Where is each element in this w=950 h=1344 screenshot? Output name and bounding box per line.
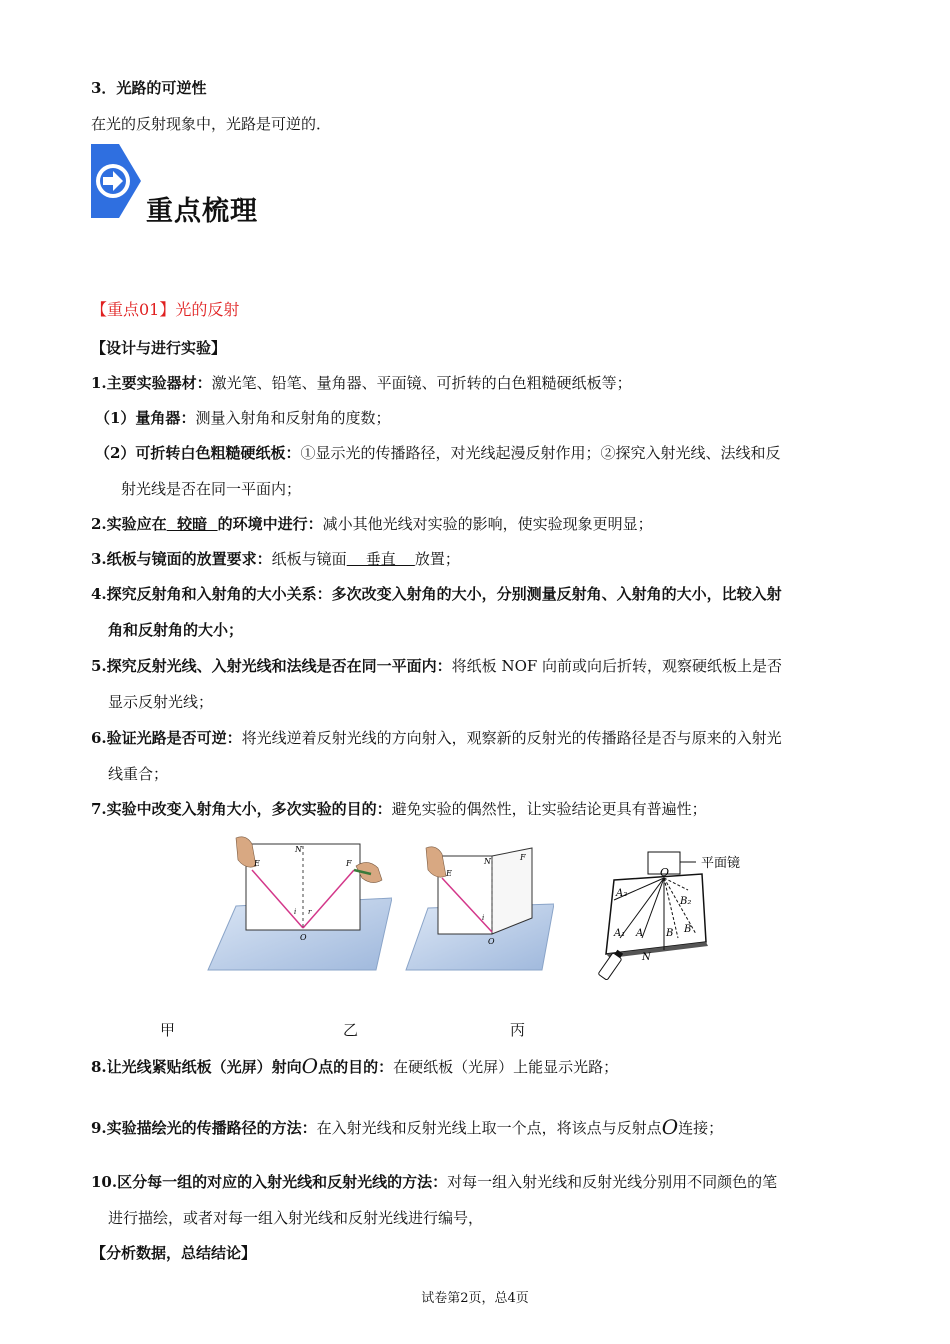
sub-1 xyxy=(95,408,390,428)
sub-2-label: （2）可折转白色粗糙硬纸板： xyxy=(95,444,301,462)
item-3-text-a: 纸板与镜面 xyxy=(271,550,347,568)
section-text: 在光的反射现象中，光路是可逆的． xyxy=(91,115,332,133)
item-1-label: 1.主要实验器材： xyxy=(91,374,212,392)
item-8 xyxy=(91,1056,618,1077)
item-9 xyxy=(91,1117,723,1138)
item-3 xyxy=(91,549,460,569)
caption-yi: 乙 xyxy=(343,1021,359,1039)
item-1-text: 激光笔、铅笔、量角器、平面镜、可折转的白色粗糙硬纸板等； xyxy=(211,374,632,392)
item-7 xyxy=(91,799,707,819)
item-2-text: 减小其他光线对实验的影响，使实验现象更明显； xyxy=(322,515,653,533)
fig2-label-i: i xyxy=(482,914,485,922)
item-9-label: 9.实验描绘光的传播路径的方法： xyxy=(91,1119,317,1137)
fig3-label-a1: A₁ xyxy=(614,928,626,939)
item-9-tail: 连接； xyxy=(678,1119,724,1137)
fig2-label-f: F xyxy=(520,853,526,862)
figure-jia xyxy=(206,836,392,976)
item-4-line-2: 角和反射角的大小； xyxy=(108,621,244,639)
sub-1-label: （1）量角器： xyxy=(95,409,196,427)
item-3-blank: 垂直 xyxy=(346,550,415,568)
item-10-cont: 进行描绘，或者对每一组入射光线和反射光线进行编号， xyxy=(108,1209,484,1227)
banner-title: 重点梳理 xyxy=(146,196,258,227)
item-9-o: O xyxy=(661,1115,679,1139)
item-8-text: 在硬纸板（光屏）上能显示光路； xyxy=(393,1058,619,1076)
arrow-right-icon xyxy=(89,144,143,218)
fig1-label-e: E xyxy=(254,859,260,868)
item-3-label: 3.纸板与镜面的放置要求： xyxy=(91,550,272,568)
sub-1-text: 测量入射角和反射角的度数； xyxy=(195,409,391,427)
sub-2-cont: 射光线是否在同一平面内； xyxy=(121,480,302,498)
item-6-cont: 线重合； xyxy=(108,765,169,783)
item-10-text: 对每一组入射光线和反射光线分别用不同颜色的笔 xyxy=(447,1173,778,1191)
item-10-label: 10.区分每一组的对应的入射光线和反射光线的方法： xyxy=(91,1173,448,1191)
item-8-o: O xyxy=(301,1054,319,1078)
fig1-label-n: N xyxy=(295,845,302,854)
item-5 xyxy=(91,656,782,676)
fig2-label-e: E xyxy=(446,869,452,878)
item-8-label-a: 8.让光线紧贴纸板（光屏）射向 xyxy=(91,1058,302,1076)
item-5-label: 5.探究反射光线、入射光线和法线是否在同一平面内： xyxy=(91,657,452,675)
figure-yi xyxy=(404,844,554,976)
fig3-label-mirror: 平面镜 xyxy=(701,856,741,871)
caption-bing: 丙 xyxy=(510,1021,526,1039)
fig1-label-f: F xyxy=(346,859,352,868)
item-6-text: 将光线逆着反射光线的方向射入，观察新的反射光的传播路径是否与原来的入射光 xyxy=(241,729,782,747)
item-5-text: 将纸板 NOF 向前或向后折转，观察硬纸板上是否 xyxy=(451,657,783,675)
item-7-text: 避免实验的偶然性，让实验结论更具有普遍性； xyxy=(391,800,707,818)
fig1-label-o: O xyxy=(300,933,307,942)
item-2-label-b: 的环境中进行： xyxy=(217,515,323,533)
design-heading: 【设计与进行实验】 xyxy=(91,339,227,357)
item-8-label-b: 点的目的： xyxy=(318,1058,394,1076)
item-4-line-1: 4.探究反射角和入射角的大小关系：多次改变入射角的大小，分别测量反射角、入射角的大小，比较入射 xyxy=(91,585,782,603)
analysis-heading: 【分析数据，总结结论】 xyxy=(91,1244,257,1262)
fig3-label-a: A xyxy=(636,928,644,939)
fig2-label-o: O xyxy=(488,937,495,946)
item-6-label: 6.验证光路是否可逆： xyxy=(91,729,242,747)
item-9-text: 在入射光线和反射光线上取一个点，将该点与反射点 xyxy=(316,1119,662,1137)
fig1-label-r: r xyxy=(308,908,312,916)
fig3-label-b: B xyxy=(666,928,674,939)
sub-2 xyxy=(95,443,780,463)
item-7-label: 7.实验中改变入射角大小，多次实验的目的： xyxy=(91,800,392,818)
item-10 xyxy=(91,1172,777,1192)
item-3-text-b: 放置； xyxy=(414,550,460,568)
fig3-label-o: O xyxy=(660,866,670,879)
caption-jia: 甲 xyxy=(160,1021,176,1039)
item-2-blank: 较暗 xyxy=(166,515,218,533)
fig3-label-b1: B xyxy=(684,924,692,935)
fig3-label-b2: B₂ xyxy=(680,896,692,907)
item-1 xyxy=(91,373,632,393)
item-6 xyxy=(91,728,782,748)
section-heading: 3．光路的可逆性 xyxy=(91,79,207,97)
item-5-cont: 显示反射光线； xyxy=(108,693,214,711)
fig2-label-n: N xyxy=(484,857,491,866)
item-2 xyxy=(91,514,653,534)
fig3-label-a2: A₂ xyxy=(616,888,628,899)
item-2-label-a: 2.实验应在 xyxy=(91,515,167,533)
keypoint-label: 【重点01】光的反射 xyxy=(91,300,240,319)
fig1-label-i: i xyxy=(294,908,297,916)
sub-2-text: ①显示光的传播路径，对光线起漫反射作用；②探究入射光线、法线和反 xyxy=(300,444,781,462)
page-footer: 试卷第2页，总4页 xyxy=(421,1291,529,1306)
figure-bing xyxy=(584,850,784,996)
fig3-label-n: N xyxy=(642,952,651,963)
